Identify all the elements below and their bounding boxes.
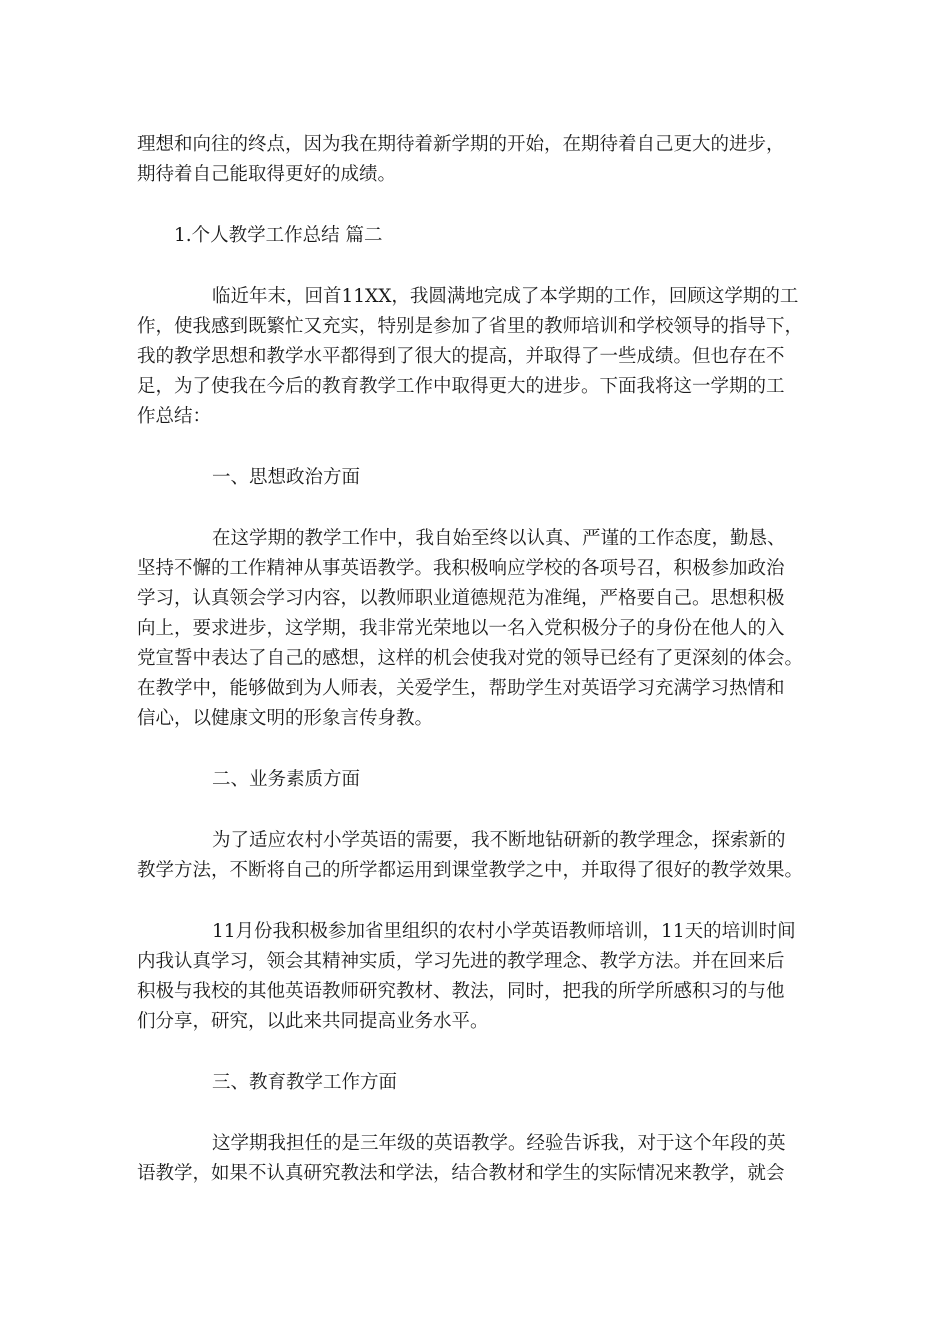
heading-text: 一、思想政治方面 [212,467,361,488]
heading-text: 二、业务素质方面 [212,769,361,790]
heading-text: 三、教育教学工作方面 [212,1072,398,1093]
text-line: 作总结： [137,406,212,427]
paragraph-intro-continuation [137,130,827,190]
text-line: 们分享，研究，以此来共同提高业务水平。 [137,1011,489,1032]
heading-teaching [137,1068,827,1098]
heading-ideology [137,463,827,493]
text-line: 坚持不懈的工作精神从事英语教学。我积极响应学校的各项号召，积极参加政治 [137,558,785,579]
text-line: 党宣誓中表达了自己的感想，这样的机会使我对党的领导已经有了更深刻的体会。 [137,648,804,669]
paragraph-teaching [137,1129,827,1189]
paragraph-opening [137,282,827,432]
text-line: 这学期我担任的是三年级的英语教学。经验告诉我，对于这个年段的英 [212,1133,786,1154]
text-line: 积极与我校的其他英语教师研究教材、教法，同时，把我的所学所感积习的与他 [137,981,785,1002]
text-line: 11月份我积极参加省里组织的农村小学英语教师培训，11天的培训时间 [212,921,796,942]
paragraph-professional-2 [137,917,827,1037]
text-line: 我的教学思想和教学水平都得到了很大的提高，并取得了一些成绩。但也存在不 [137,346,785,367]
text-line: 向上，要求进步，这学期，我非常光荣地以一名入党积极分子的身份在他人的入 [137,618,785,639]
text-line: 语教学，如果不认真研究教法和学法，结合教材和学生的实际情况来教学，就会 [137,1163,785,1184]
text-line: 为了适应农村小学英语的需要，我不断地钻研新的教学理念，探索新的 [212,830,786,851]
document-page [137,130,827,1189]
text-line: 临近年末，回首11XX，我圆满地完成了本学期的工作，回顾这学期的工 [212,286,799,307]
section-title-text: 1.个人教学工作总结 篇二 [174,225,383,246]
text-line: 内我认真学习，领会其精神实质，学习先进的教学理念、教学方法。并在回来后 [137,951,785,972]
text-line: 期待着自己能取得更好的成绩。 [137,164,397,185]
text-line: 理想和向往的终点，因为我在期待着新学期的开始，在期待着自己更大的进步， [137,134,785,155]
paragraph-professional-1 [137,826,827,886]
text-line: 在这学期的教学工作中，我自始至终以认真、严谨的工作态度，勤恳、 [212,528,786,549]
text-line: 信心，以健康文明的形象言传身教。 [137,708,434,729]
paragraph-ideology [137,524,827,734]
text-line: 教学方法，不断将自己的所学都运用到课堂教学之中，并取得了很好的教学效果。 [137,860,804,881]
heading-professional [137,765,827,795]
text-line: 学习，认真领会学习内容，以教师职业道德规范为准绳，严格要自己。思想积极 [137,588,785,609]
text-line: 足，为了使我在今后的教育教学工作中取得更大的进步。下面我将这一学期的工 [137,376,785,397]
text-line: 在教学中，能够做到为人师表，关爱学生，帮助学生对英语学习充满学习热情和 [137,678,785,699]
text-line: 作，使我感到既繁忙又充实，特别是参加了省里的教师培训和学校领导的指导下， [137,316,804,337]
section-title [137,221,827,251]
